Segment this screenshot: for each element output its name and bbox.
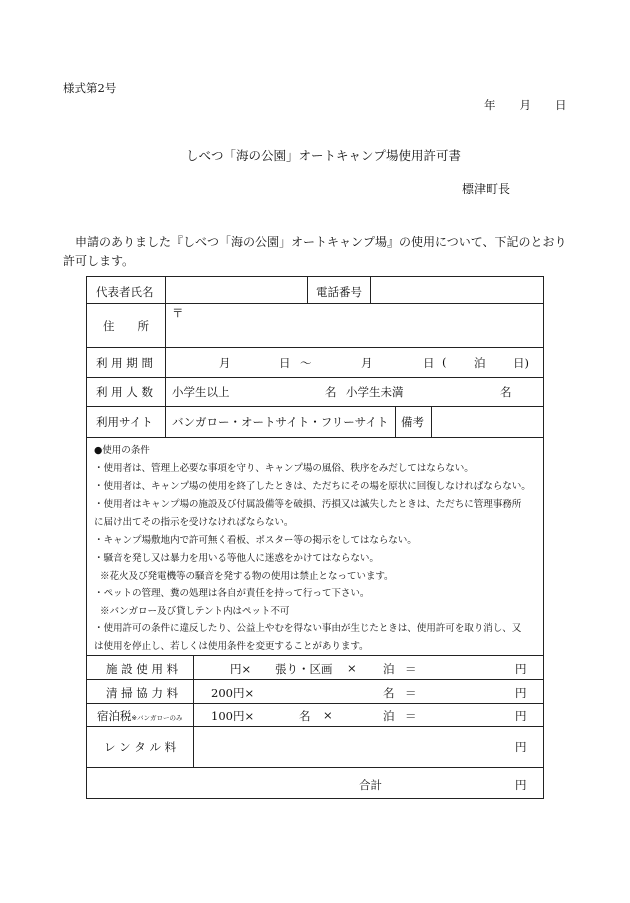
date-month: 月 [519,98,531,112]
lodging-nights: 泊 [383,709,395,723]
condition-item: ・騒音を発し又は暴力を用いる等他人に迷惑をかけてはならない。 [94,553,379,564]
people-children-label: 小学生未満 [346,385,404,399]
total-yen: 円 [515,778,527,792]
facility-times: × [347,661,357,675]
conditions-heading: ●使用の条件 [94,445,150,456]
condition-item: ・使用者はキャンプ場の施設及び付属設備等を破損、汚損又は滅失したときは、ただちに管理事務所 [94,499,522,510]
remarks-label: 備考 [401,415,424,429]
people-adults-label: 小学生以上 [172,385,230,399]
site-label: 利用サイト [96,415,153,429]
condition-item: は使用を停止し、若しくは使用条件を変更することがあります。 [94,641,369,652]
postal-mark: 〒 [172,306,184,320]
address-label: 住 所 [103,319,149,333]
cleaning-people: 名 [383,686,395,700]
people-label: 利 用 人 数 [96,385,153,399]
condition-item: に届け出てその指示を受けなければならない。 [94,517,294,528]
cleaning-equals: ＝ [405,686,417,700]
period-tilde: ～ [300,356,312,370]
lodging-equals: ＝ [405,709,417,723]
cleaning-fee-label: 清 掃 協 力 料 [106,686,179,700]
condition-item: ・使用許可の条件に違反したり、公益上やむを得ない事由が生じたときは、使用許可を取り消し、又 [94,623,522,634]
condition-note: ※花火及び発電機等の騒音を発する物の使用は禁止となっています。 [100,571,394,582]
lodging-tax-note: ※バンガローのみ [131,714,183,722]
facility-tent-site: 張り・区画 [275,662,333,676]
date-line [484,97,567,113]
issuer: 標津町長 [462,182,511,196]
condition-item: ・キャンプ場敷地内で許可無く看板、ポスター等の掲示をしてはならない。 [94,535,417,546]
facility-yen-times: 円× [230,662,252,676]
facility-fee-label: 施 設 使 用 料 [106,662,179,676]
period-label: 利 用 期 間 [96,356,153,370]
period-nights: 泊 [474,356,486,370]
condition-item: ・使用者は、キャンプ場の使用を終了したときは、ただちにその場を原状に回復しなければならない。 [94,481,531,492]
condition-note: ※バンガロー及び貸しテント内はペット不可 [100,606,290,617]
rental-yen: 円 [515,740,527,754]
site-value: バンガロー・オートサイト・フリーサイト [172,415,389,429]
period-month-2: 月 [361,356,373,370]
people-adults-unit: 名 [325,385,337,399]
period-paren-open: ( [442,355,447,369]
cleaning-yen: 円 [515,686,527,700]
condition-item: ・ペットの管理、糞の処理は各自が責任を持って行って下さい。 [94,588,370,599]
lodging-people: 名 [299,709,311,723]
total-label: 合計 [359,778,382,792]
lodging-unit-price: 100円× [211,709,255,723]
lodging-times: × [323,708,333,722]
lodging-yen: 円 [515,709,527,723]
facility-equals: ＝ [405,662,417,676]
document-title: しべつ「海の公園」オートキャンプ場使用許可書 [186,148,462,163]
condition-item: ・使用者は、管理上必要な事項を守り、キャンプ場の風俗、秩序をみだしてはならない。 [94,463,474,474]
period-day-2: 日 [423,356,435,370]
facility-nights: 泊 [383,662,395,676]
people-children-unit: 名 [500,385,512,399]
date-day: 日 [555,98,567,112]
form-number: 様式第2号 [63,81,117,95]
lodging-tax-text: 宿泊税 [97,709,132,723]
lodging-tax-label [97,708,182,724]
phone-label: 電話番号 [316,285,362,299]
date-year: 年 [484,98,496,112]
period-days: 日) [513,356,529,370]
period-day-1: 日 [279,356,291,370]
rental-fee-label: レ ン タ ル 料 [104,740,177,754]
facility-yen: 円 [515,662,527,676]
body-text: 申請のありました『しべつ「海の公園」オートキャンプ場』の使用について、下記のとおり許可します。 [63,235,567,268]
period-month-1: 月 [219,356,231,370]
representative-label: 代表者氏名 [96,285,154,299]
cleaning-unit-price: 200円× [211,686,255,700]
